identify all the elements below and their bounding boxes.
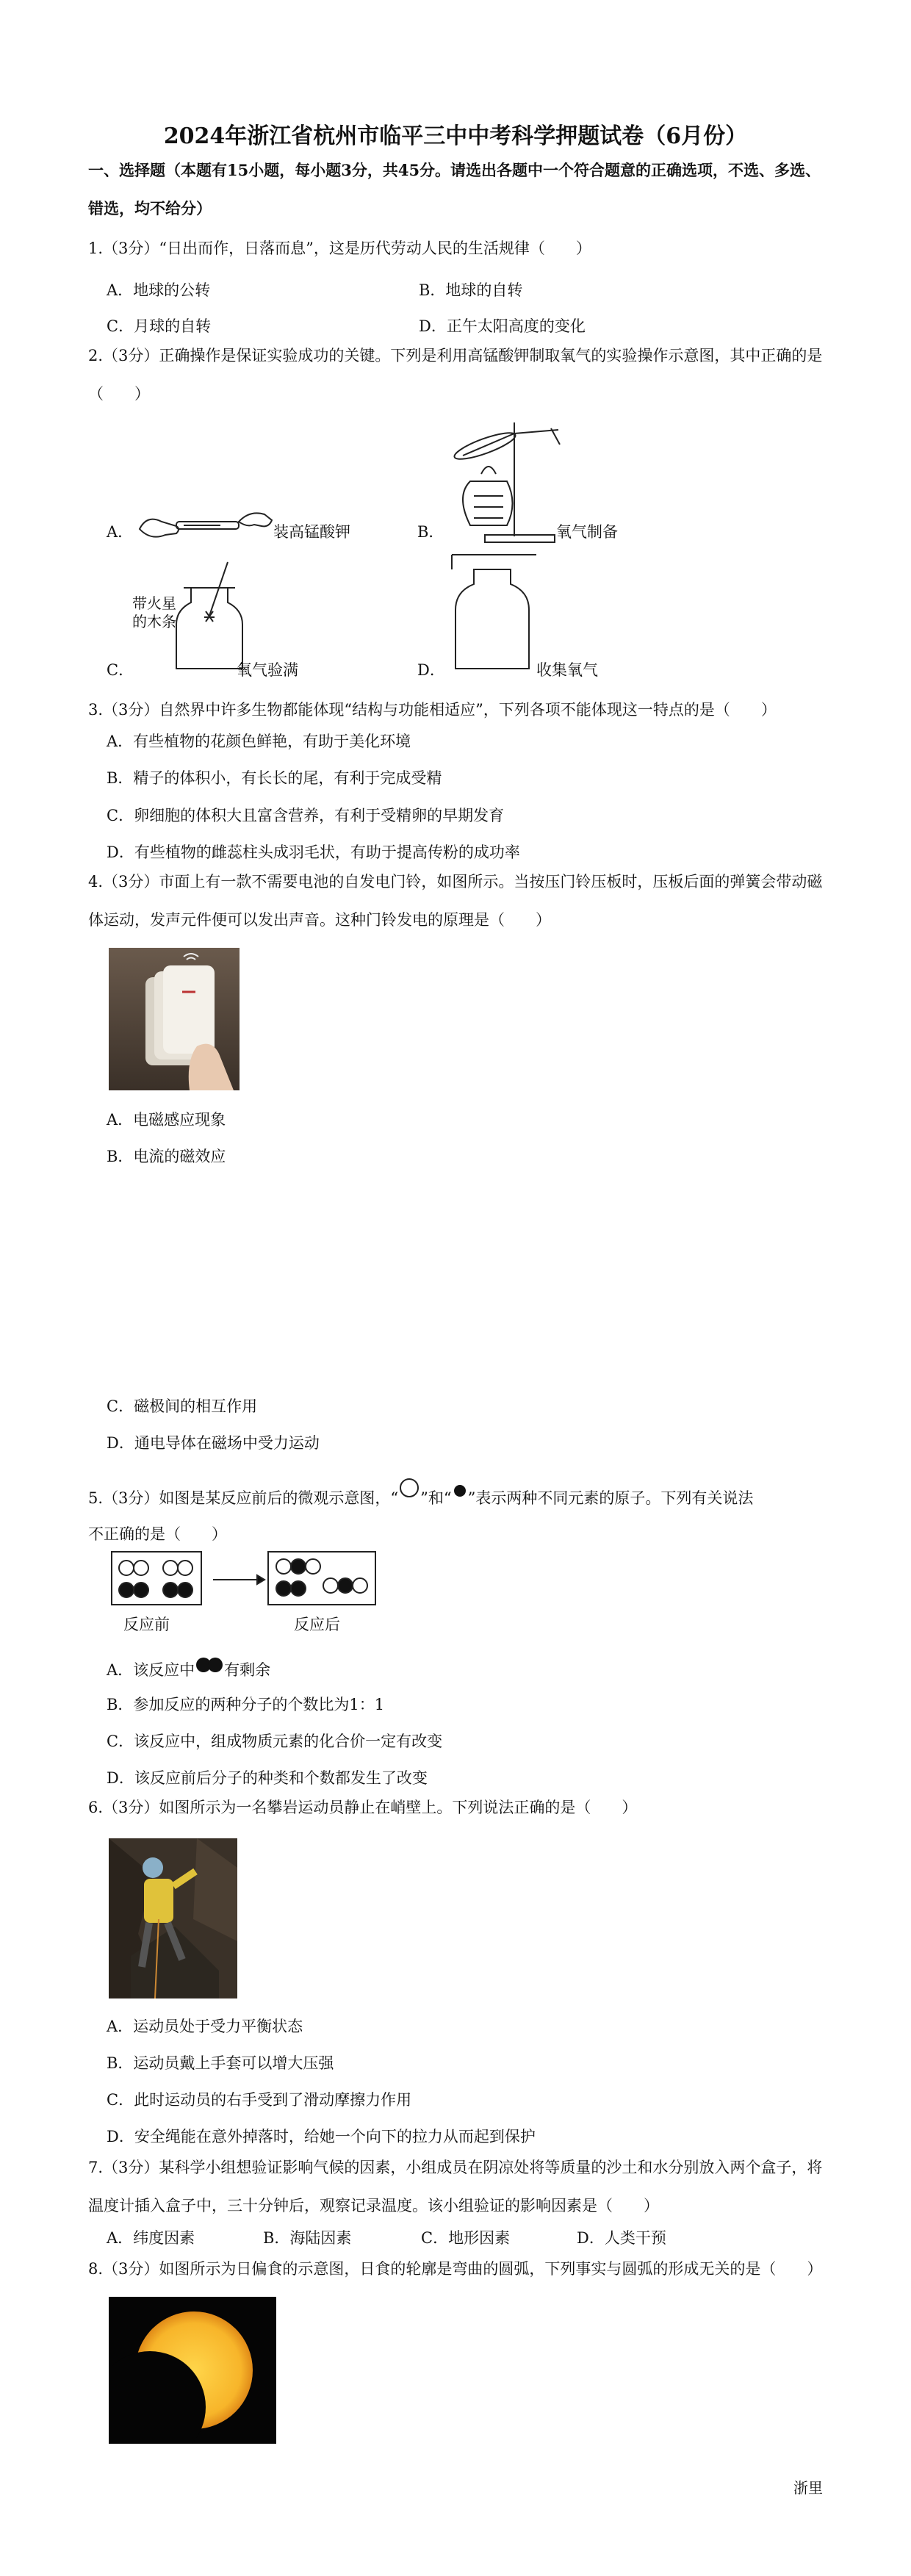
q3-option-c: C．卵细胞的体积大且富含营养，有利于受精卵的早期发育 (107, 807, 505, 824)
question-1-stem: 1.（3分）“日出而作，日落而息”，这是历代劳动人民的生活规律（ ） (88, 240, 591, 257)
q6-option-d: D．安全绳能在意外掉落时，给她一个向下的拉力从而起到保护 (107, 2128, 536, 2145)
q1-option-d: D．正午太阳高度的变化 (419, 317, 586, 335)
q2-figure-b (441, 400, 573, 547)
q6-option-c: C．此时运动员的右手受到了滑动摩擦力作用 (107, 2091, 412, 2109)
white-atom-icon (398, 1477, 420, 1499)
q4-option-a: A．电磁感应现象 (107, 1111, 226, 1129)
q4-option-d: D．通电导体在磁场中受力运动 (107, 1434, 320, 1452)
q5-stem-part2: ”和“ (420, 1489, 452, 1507)
q5-option-a-pre: A．该反应中 (107, 1661, 195, 1679)
q5-option-d: D．该反应前后分子的种类和个数都发生了改变 (107, 1769, 428, 1787)
q2-option-a-letter: A． (107, 523, 134, 541)
q3-option-b: B．精子的体积小，有长长的尾，有利于完成受精 (107, 769, 442, 787)
q1-option-b: B．地球的自转 (419, 281, 523, 299)
question-2-stem: 2.（3分）正确操作是保证实验成功的关键。下列是利用高锰酸钾制取氧气的实验操作示意图，其中正确的是（ ） (88, 347, 823, 403)
q7-option-c: C．地形因素 (421, 2229, 511, 2247)
q3-option-a: A．有些植物的花颜色鲜艳，有助于美化环境 (107, 733, 411, 750)
question-7-stem: 7.（3分）某科学小组想验证影响气候的因素，小组成员在阴凉处将等质量的沙土和水分别放入两个盒子，将温度计插入盒子中，三十分钟后，观察记录温度。该小组验证的影响因素是（ ） (88, 2159, 823, 2215)
q2-option-a-label: 装高锰酸钾 (273, 523, 350, 541)
q5-option-b: B．参加反应的两种分子的个数比为1：1 (107, 1696, 385, 1713)
q2-option-d-letter: D． (417, 661, 445, 679)
q5-option-c: C．该反应中，组成物质元素的化合价一定有改变 (107, 1733, 443, 1750)
q1-option-c: C．月球的自转 (107, 317, 212, 335)
q7-option-a: A．纬度因素 (107, 2229, 195, 2247)
q2-option-c-label: 氧气验满 (237, 661, 298, 679)
q7-option-b: B．海陆因素 (263, 2229, 352, 2247)
q5-before-label: 反应前 (123, 1616, 170, 1633)
q2-c-note-line1: 带火星 (132, 594, 176, 612)
q2-option-d-label: 收集氧气 (536, 661, 598, 679)
question-6-stem: 6.（3分）如图所示为一名攀岩运动员静止在峭壁上。下列说法正确的是（ ） (88, 1799, 638, 1816)
black-atom-icon (452, 1483, 468, 1499)
q2-option-c-letter: C． (107, 661, 134, 679)
q2-figure-a (132, 500, 279, 558)
q8-partial-eclipse-photo (109, 2297, 276, 2444)
question-5-stem-line2: 不正确的是（ ） (88, 1525, 227, 1543)
q3-option-d: D．有些植物的雌蕊柱头成羽毛状，有助于提高传粉的成功率 (107, 843, 520, 861)
q6-climber-photo (109, 1838, 237, 1998)
q5-option-a-post: 有剩余 (224, 1661, 271, 1679)
q5-stem-part1: 5.（3分）如图是某反应前后的微观示意图，“ (88, 1489, 399, 1507)
q4-doorbell-photo (109, 948, 240, 1090)
black-molecule-icon (195, 1656, 224, 1674)
q2-c-note-line2: 的木条 (132, 613, 176, 630)
q6-option-b: B．运动员戴上手套可以增大压强 (107, 2054, 334, 2072)
page-title: 2024年浙江省杭州市临平三中中考科学押题试卷（6月份） (163, 123, 748, 149)
q5-option-a (107, 1656, 270, 1680)
q4-option-c: C．磁极间的相互作用 (107, 1397, 258, 1415)
section-heading: 一、选择题（本题有15小题，每小题3分，共45分。请选出各题中一个符合题意的正确选项，不选、多选、错选，均不给分） (88, 161, 821, 217)
q5-stem-part3: ”表示两种不同元素的原子。下列有关说法 (467, 1489, 754, 1507)
question-5-stem-line1 (88, 1477, 830, 1517)
q2-figure-d (448, 547, 544, 676)
q6-option-a: A．运动员处于受力平衡状态 (107, 2018, 303, 2035)
question-4-stem: 4.（3分）市面上有一款不需要电池的自发电门铃，如图所示。当按压门铃压板时，压板后面的弹簧会带动磁体运动，发声元件便可以发出声音。这种门铃发电的原理是（ ） (88, 873, 823, 929)
q2-option-b-label: 氧气制备 (556, 523, 618, 541)
question-8-stem: 8.（3分）如图所示为日偏食的示意图，日食的轮廓是弯曲的圆弧，下列事实与圆弧的形成无关的是（ ） (88, 2260, 823, 2278)
q2-option-b-letter: B． (417, 523, 444, 541)
question-3-stem: 3.（3分）自然界中许多生物都能体现“结构与功能相适应”，下列各项不能体现这一特点的是（ ） (88, 701, 777, 719)
footer-watermark: 浙里 (793, 2479, 823, 2497)
q4-option-b: B．电流的磁效应 (107, 1148, 226, 1165)
q5-after-label: 反应后 (294, 1616, 340, 1633)
q1-option-a: A．地球的公转 (107, 281, 211, 299)
q7-option-d: D．人类干预 (577, 2229, 666, 2247)
